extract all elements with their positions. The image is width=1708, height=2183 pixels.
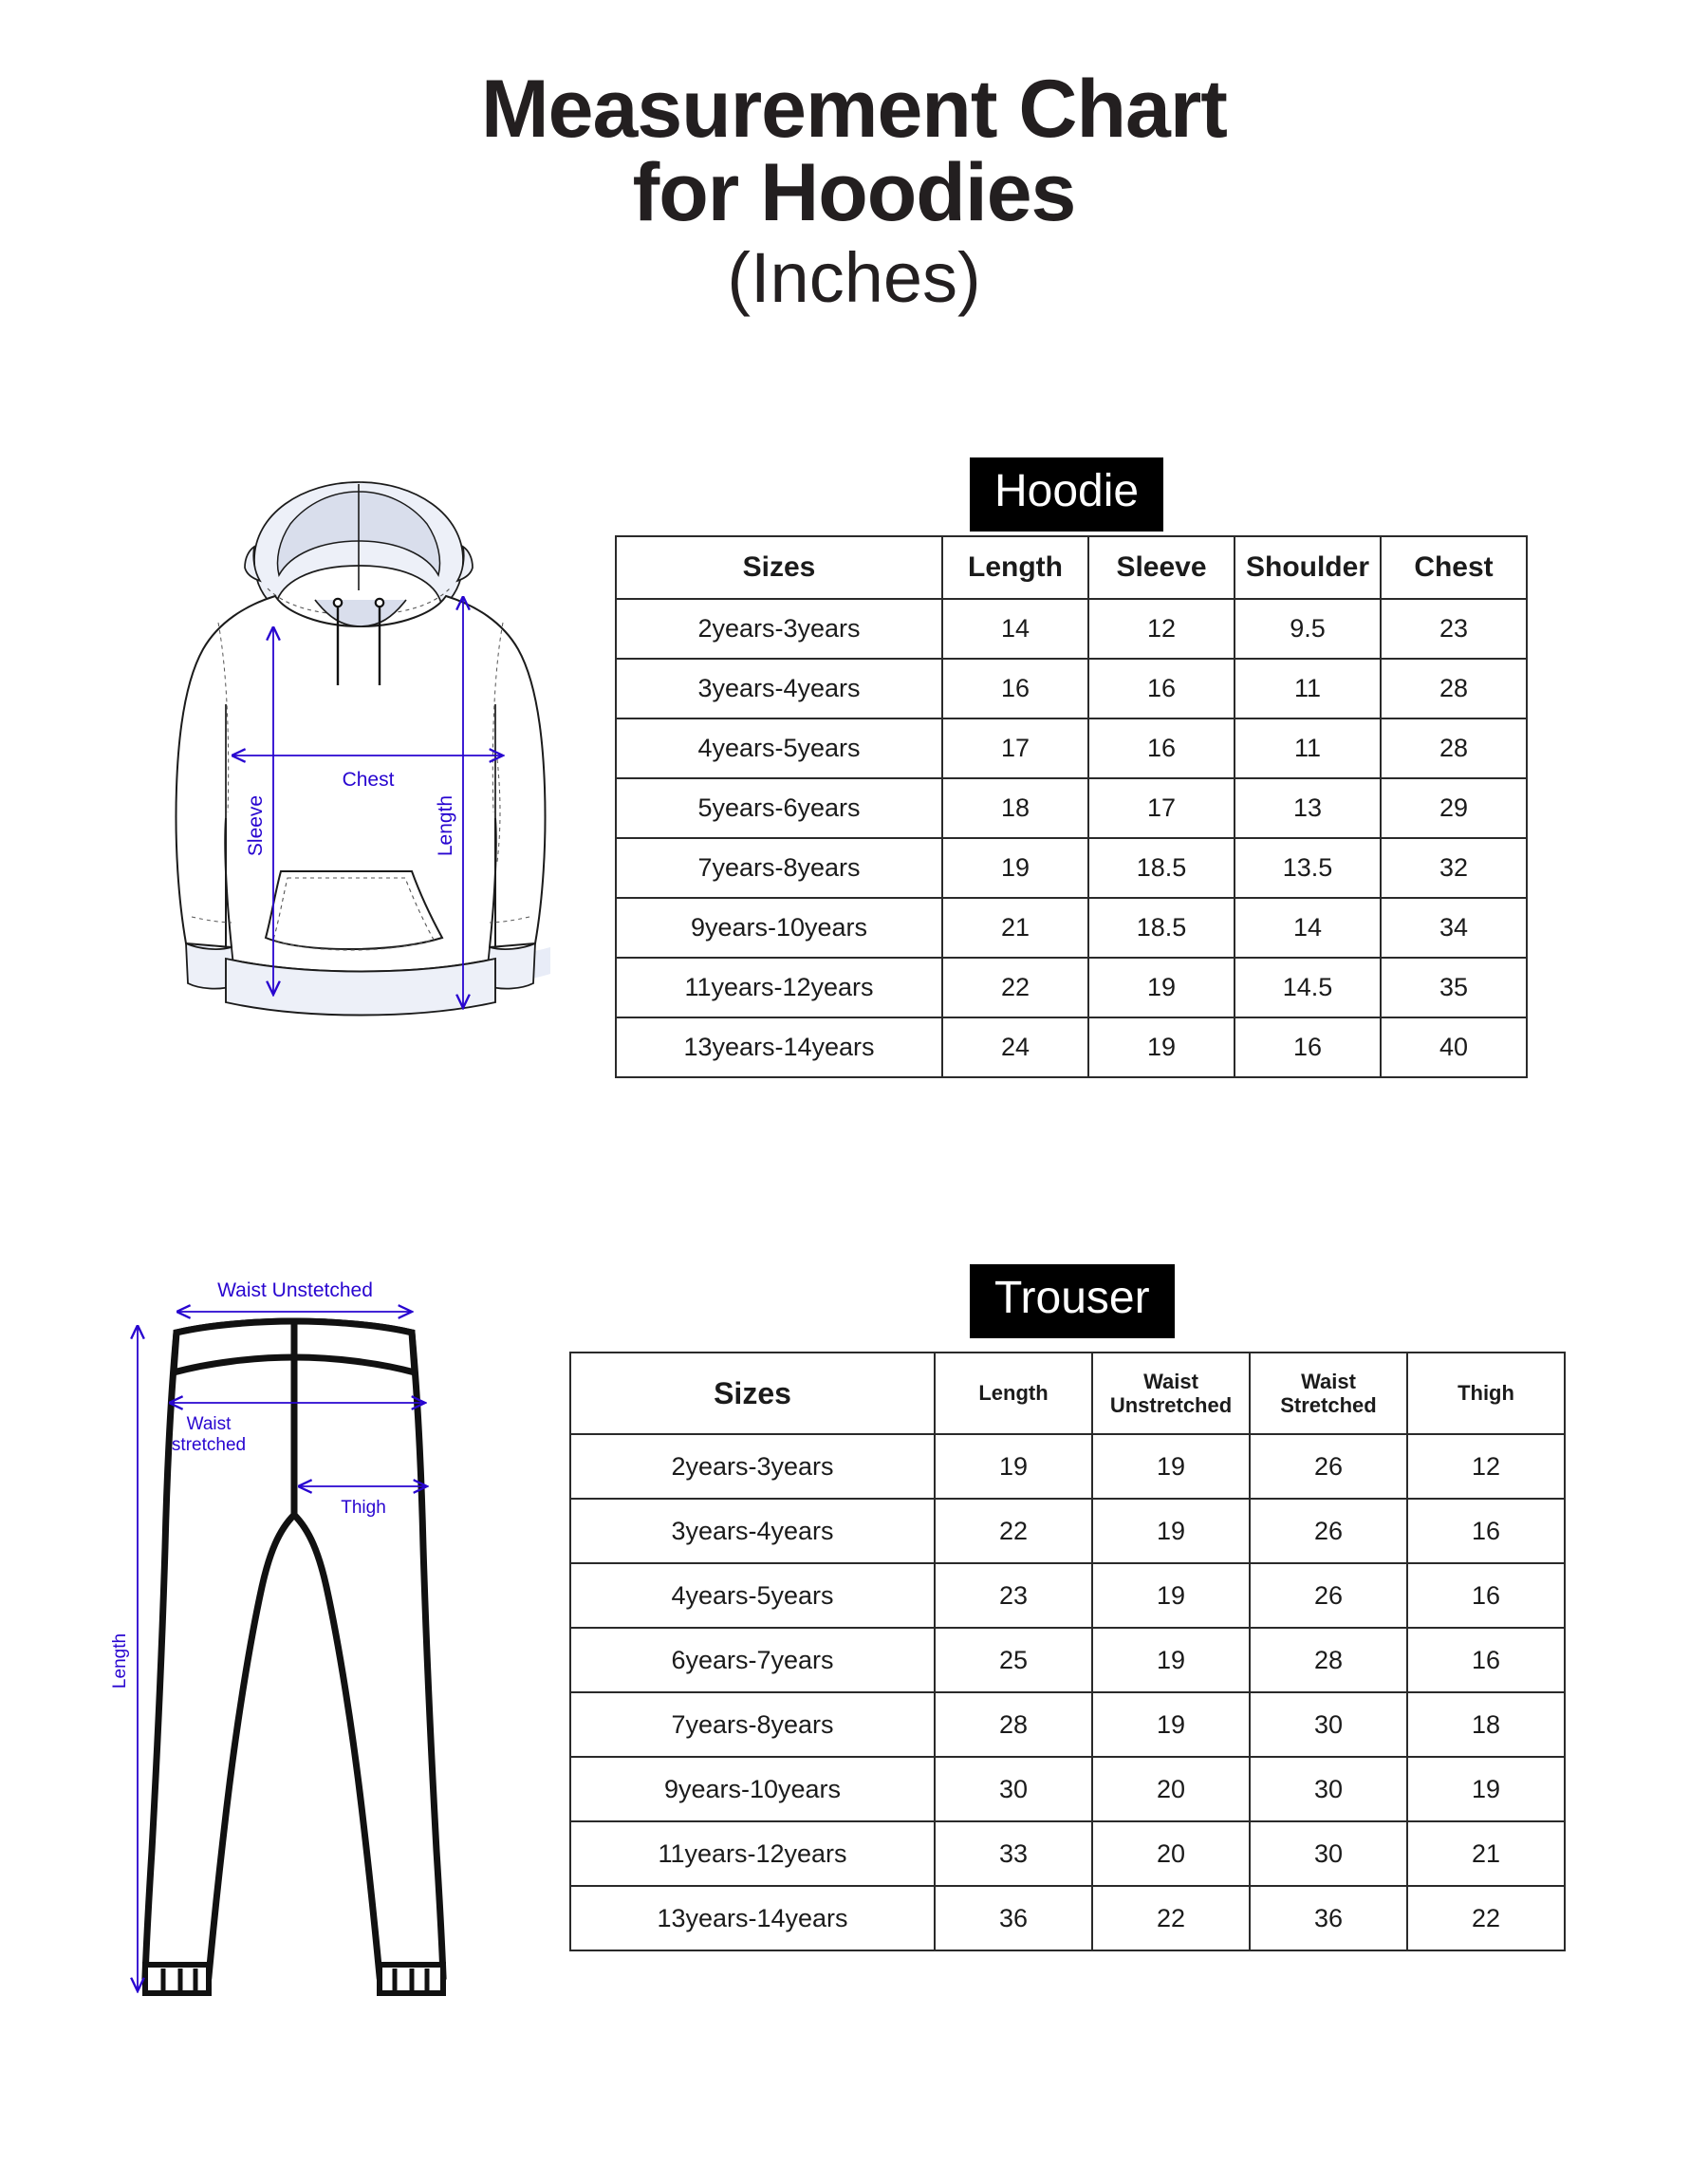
cell-thigh: 16 (1407, 1628, 1565, 1692)
hoodie-measurement-table (615, 535, 1528, 1078)
cell-waist-unstretched: 19 (1092, 1434, 1250, 1499)
cell-thigh: 16 (1407, 1499, 1565, 1563)
column-header-waist-stretched (1250, 1353, 1407, 1434)
cell-sleeve: 12 (1088, 599, 1235, 659)
cell-waist-stretched: 26 (1250, 1434, 1407, 1499)
trouser-length-dimension-label: Length (110, 1633, 130, 1689)
cell-size: 3years-4years (616, 659, 942, 718)
cell-size: 6years-7years (570, 1628, 935, 1692)
cell-size: 2years-3years (570, 1434, 935, 1499)
chest-dimension-label: Chest (342, 769, 395, 791)
cell-length: 14 (942, 599, 1088, 659)
table-row (570, 1499, 1565, 1563)
cell-size: 7years-8years (570, 1692, 935, 1757)
cell-chest: 35 (1381, 958, 1527, 1017)
cell-sleeve: 17 (1088, 778, 1235, 838)
table-row (616, 898, 1527, 958)
cell-waist-unstretched: 20 (1092, 1821, 1250, 1886)
cell-waist-unstretched: 22 (1092, 1886, 1250, 1950)
cell-length: 22 (942, 958, 1088, 1017)
cell-size: 9years-10years (616, 898, 942, 958)
header-line-2: Stretched (1280, 1393, 1377, 1417)
table-row (616, 958, 1527, 1017)
table-header-row (570, 1353, 1565, 1434)
cell-waist-unstretched: 19 (1092, 1499, 1250, 1563)
cell-waist-stretched: 28 (1250, 1628, 1407, 1692)
cell-length: 33 (935, 1821, 1092, 1886)
cell-sleeve: 16 (1088, 718, 1235, 778)
table-row (616, 599, 1527, 659)
header-line-1: Waist (1143, 1369, 1198, 1393)
cell-sleeve: 19 (1088, 1017, 1235, 1077)
cell-length: 24 (942, 1017, 1088, 1077)
column-header-thigh: Thigh (1407, 1353, 1565, 1434)
hoodie-section-badge: Hoodie (970, 457, 1163, 532)
cell-size: 13years-14years (570, 1886, 935, 1950)
cell-waist-stretched: 36 (1250, 1886, 1407, 1950)
table-row (570, 1821, 1565, 1886)
table-header-row (616, 536, 1527, 599)
column-header-sizes: Sizes (616, 536, 942, 599)
hoodie-illustration (104, 446, 617, 1092)
cell-size: 7years-8years (616, 838, 942, 898)
cell-length: 22 (935, 1499, 1092, 1563)
cell-shoulder: 14.5 (1235, 958, 1381, 1017)
cell-size: 3years-4years (570, 1499, 935, 1563)
cell-thigh: 12 (1407, 1434, 1565, 1499)
table-row (570, 1434, 1565, 1499)
cell-size: 4years-5years (570, 1563, 935, 1628)
cell-waist-unstretched: 19 (1092, 1692, 1250, 1757)
waist-unstretched-dimension-label: Waist Unstetched (217, 1279, 373, 1301)
cell-chest: 23 (1381, 599, 1527, 659)
cell-thigh: 22 (1407, 1886, 1565, 1950)
cell-chest: 32 (1381, 838, 1527, 898)
column-header-waist-unstretched (1092, 1353, 1250, 1434)
column-header-length: Length (935, 1353, 1092, 1434)
table-row (570, 1692, 1565, 1757)
trouser-section-badge: Trouser (970, 1264, 1175, 1338)
cell-length: 16 (942, 659, 1088, 718)
cell-shoulder: 11 (1235, 718, 1381, 778)
cell-waist-unstretched: 19 (1092, 1628, 1250, 1692)
cell-length: 21 (942, 898, 1088, 958)
title-units-line: (Inches) (727, 238, 981, 318)
trouser-measurement-table (569, 1352, 1566, 1951)
cell-sleeve: 16 (1088, 659, 1235, 718)
cell-length: 25 (935, 1628, 1092, 1692)
drawstring-eyelet-left (334, 599, 342, 606)
cell-chest: 29 (1381, 778, 1527, 838)
cell-shoulder: 13.5 (1235, 838, 1381, 898)
cell-size: 5years-6years (616, 778, 942, 838)
cell-length: 23 (935, 1563, 1092, 1628)
table-row (570, 1563, 1565, 1628)
cell-chest: 28 (1381, 718, 1527, 778)
cell-sleeve: 18.5 (1088, 838, 1235, 898)
cell-length: 30 (935, 1757, 1092, 1821)
cell-chest: 34 (1381, 898, 1527, 958)
column-header-sizes: Sizes (570, 1353, 935, 1434)
table-row (616, 778, 1527, 838)
table-row (570, 1628, 1565, 1692)
cell-length: 19 (942, 838, 1088, 898)
table-row (616, 718, 1527, 778)
waist-stretched-dimension-label-line1: Waist (186, 1414, 232, 1434)
cell-length: 28 (935, 1692, 1092, 1757)
cell-length: 36 (935, 1886, 1092, 1950)
length-dimension-label: Length (435, 794, 456, 857)
header-line-1: Waist (1301, 1369, 1356, 1393)
cell-thigh: 16 (1407, 1563, 1565, 1628)
thigh-dimension-label: Thigh (341, 1498, 386, 1518)
cell-length: 17 (942, 718, 1088, 778)
hoodie-neckline (315, 600, 406, 626)
cell-size: 2years-3years (616, 599, 942, 659)
cell-shoulder: 14 (1235, 898, 1381, 958)
cell-waist-stretched: 26 (1250, 1499, 1407, 1563)
cell-thigh: 19 (1407, 1757, 1565, 1821)
header-line-2: Unstretched (1109, 1393, 1233, 1417)
cell-waist-unstretched: 19 (1092, 1563, 1250, 1628)
table-row (616, 838, 1527, 898)
cell-size: 11years-12years (570, 1821, 935, 1886)
cell-sleeve: 18.5 (1088, 898, 1235, 958)
column-header-chest: Chest (1381, 536, 1527, 599)
table-row (570, 1757, 1565, 1821)
cell-size: 13years-14years (616, 1017, 942, 1077)
column-header-shoulder: Shoulder (1235, 536, 1381, 599)
cell-shoulder: 11 (1235, 659, 1381, 718)
cell-shoulder: 16 (1235, 1017, 1381, 1077)
cell-length: 18 (942, 778, 1088, 838)
page-title (0, 64, 1708, 323)
cell-chest: 28 (1381, 659, 1527, 718)
cell-size: 11years-12years (616, 958, 942, 1017)
table-row (616, 1017, 1527, 1077)
cell-waist-stretched: 30 (1250, 1692, 1407, 1757)
title-line-1: Measurement Chart (481, 64, 1227, 155)
cell-chest: 40 (1381, 1017, 1527, 1077)
cell-size: 9years-10years (570, 1757, 935, 1821)
cell-waist-stretched: 30 (1250, 1821, 1407, 1886)
cell-shoulder: 9.5 (1235, 599, 1381, 659)
cell-thigh: 21 (1407, 1821, 1565, 1886)
cell-waist-unstretched: 20 (1092, 1757, 1250, 1821)
cell-waist-stretched: 26 (1250, 1563, 1407, 1628)
column-header-length: Length (942, 536, 1088, 599)
cell-waist-stretched: 30 (1250, 1757, 1407, 1821)
table-row (570, 1886, 1565, 1950)
waist-stretched-dimension-label-line2: stretched (171, 1435, 247, 1455)
cell-shoulder: 13 (1235, 778, 1381, 838)
cell-length: 19 (935, 1434, 1092, 1499)
cell-size: 4years-5years (616, 718, 942, 778)
table-row (616, 659, 1527, 718)
cell-sleeve: 19 (1088, 958, 1235, 1017)
trouser-cuffs (145, 1965, 443, 1993)
cell-thigh: 18 (1407, 1692, 1565, 1757)
drawstring-eyelet-right (376, 599, 383, 606)
trouser-illustration (95, 1234, 493, 2022)
hoodie-pocket (266, 871, 442, 949)
column-header-sleeve: Sleeve (1088, 536, 1235, 599)
sleeve-dimension-label: Sleeve (245, 794, 267, 857)
title-line-2: for Hoodies (632, 146, 1076, 238)
